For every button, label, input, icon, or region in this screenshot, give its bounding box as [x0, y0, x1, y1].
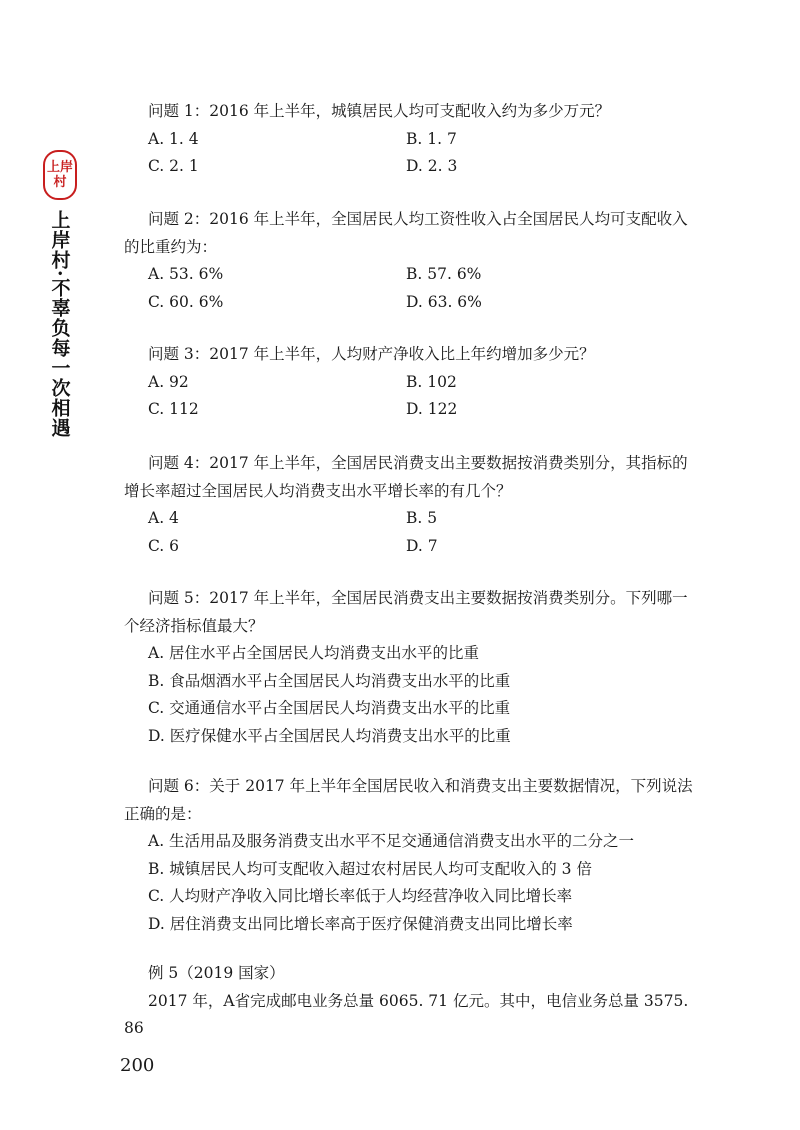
- question-stem: 问题 5：2017 年上半年，全国居民消费支出主要数据按消费类别分。下列哪一个经济指标值最大？: [124, 589, 688, 635]
- question-6: [124, 773, 694, 938]
- sidebar: [38, 150, 82, 438]
- option-a: A. 生活用品及服务消费支出水平不足交通通信消费支出水平的二分之一: [148, 832, 635, 850]
- option-b: B. 食品烟酒水平占全国居民人均消费支出水平的比重: [148, 671, 511, 690]
- option-d: D. 63. 6%: [406, 292, 482, 311]
- page-number: 200: [120, 1055, 155, 1076]
- option-b: B. 1. 7: [406, 129, 457, 148]
- option-a: A. 4: [148, 509, 179, 527]
- example-title: 例 5（2019 国家）: [148, 964, 285, 982]
- option-d: D. 122: [406, 400, 458, 418]
- options: [124, 369, 694, 424]
- example-5: [124, 960, 694, 1043]
- option-d: D. 2. 3: [406, 157, 458, 175]
- option-a: A. 92: [148, 372, 189, 391]
- question-3: [124, 341, 694, 424]
- question-stem: 问题 1：2016 年上半年，城镇居民人均可支配收入约为多少万元？: [148, 102, 611, 120]
- seal-logo: [43, 150, 77, 200]
- option-c: C. 60. 6%: [148, 292, 224, 311]
- question-1: [124, 98, 694, 181]
- options: [124, 828, 694, 938]
- slogan: 上岸村·不辜负每一次相遇: [48, 210, 71, 438]
- option-a: A. 53. 6%: [148, 265, 224, 283]
- options: [124, 261, 694, 316]
- question-stem: 问题 4：2017 年上半年，全国居民消费支出主要数据按消费类别分，其指标的增长率超过全国居民人均消费支出水平增长率的有几个？: [124, 454, 688, 500]
- question-2: [124, 206, 694, 316]
- options: [124, 126, 694, 181]
- option-a: A. 居住水平占全国居民人均消费支出水平的比重: [148, 644, 480, 662]
- option-c: C. 112: [148, 400, 199, 418]
- question-stem: 问题 3：2017 年上半年，人均财产净收入比上年约增加多少元？: [148, 345, 595, 363]
- options: [124, 640, 694, 750]
- seal-text-line-2: 村: [53, 175, 67, 190]
- seal-text-line-1: 上岸: [46, 160, 73, 175]
- option-a: A. 1. 4: [148, 129, 199, 148]
- option-c: C. 2. 1: [148, 157, 199, 175]
- options: [124, 505, 694, 560]
- option-b: B. 102: [406, 372, 457, 391]
- option-d: D. 7: [406, 536, 438, 555]
- option-d: D. 医疗保健水平占全国居民人均消费支出水平的比重: [148, 726, 511, 745]
- question-4: [124, 450, 694, 560]
- option-c: C. 交通通信水平占全国居民人均消费支出水平的比重: [148, 699, 511, 717]
- example-text: 2017 年，A省完成邮电业务总量 6065. 71 亿元。其中，电信业务总量 3575. 86: [124, 991, 689, 1037]
- option-d: D. 居住消费支出同比增长率高于医疗保健消费支出同比增长率: [148, 914, 573, 933]
- option-c: C. 人均财产净收入同比增长率低于人均经营净收入同比增长率: [148, 887, 573, 905]
- option-b: B. 57. 6%: [406, 265, 482, 283]
- question-stem: 问题 2：2016 年上半年，全国居民人均工资性收入占全国居民人均可支配收入的比重约为：: [124, 210, 688, 256]
- option-b: B. 城镇居民人均可支配收入超过农村居民人均可支配收入的 3 倍: [148, 859, 592, 878]
- option-b: B. 5: [406, 509, 438, 527]
- question-stem: 问题 6：关于 2017 年上半年全国居民收入和消费支出主要数据情况，下列说法正确的是：: [124, 777, 693, 823]
- option-c: C. 6: [148, 536, 180, 555]
- question-5: [124, 585, 694, 750]
